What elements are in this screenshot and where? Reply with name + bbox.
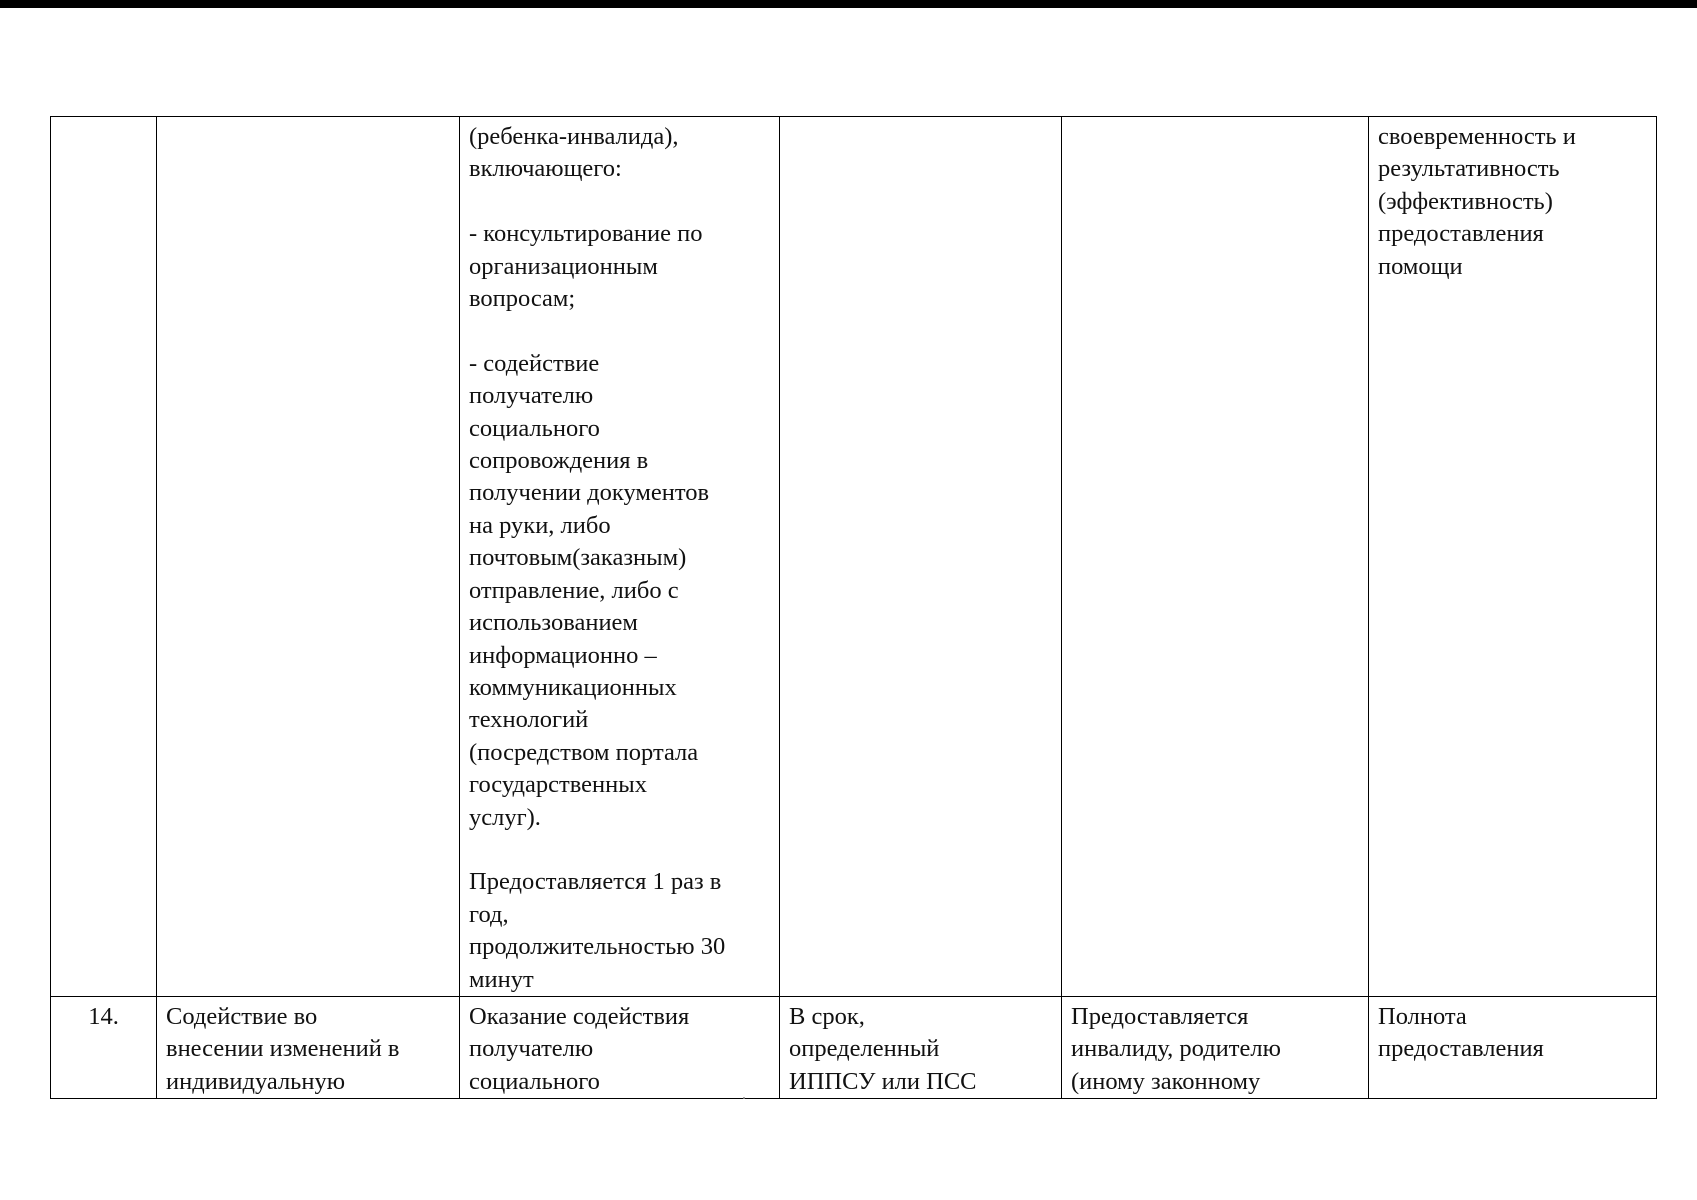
scan-speck: [743, 1097, 745, 1099]
cell-quality: Полнота предоставления: [1369, 996, 1657, 1098]
table-row: [51, 117, 1657, 997]
services-table: [50, 116, 1657, 1099]
cell-quality: своевременность и результативность (эффективность) предоставления помощи: [1369, 117, 1657, 997]
cell-term: В срок, определенный ИППСУ или ПСС: [780, 996, 1062, 1098]
cell-number: [51, 117, 157, 997]
cell-service-description: Оказание содействия получателю социального: [460, 996, 780, 1098]
cell-recipient: [1062, 117, 1369, 997]
page-top-edge: [0, 0, 1697, 8]
cell-service-name: [157, 117, 460, 997]
cell-number: 14.: [51, 996, 157, 1098]
cell-service-description: (ребенка-инвалида), включающего: - консультирование по организационным вопросам; - содействие получателю социального сопровождения в получении документов на руки, либо почтовым(заказным) отправление, либо с использованием информационно – коммуникационных технологий (посредством портала государственных услуг). Предоставляется 1 раз в год, продолжительностью 30 минут: [460, 117, 780, 997]
cell-service-name: Содействие во внесении изменений в индивидуальную: [157, 996, 460, 1098]
table-row: [51, 996, 1657, 1098]
cell-term: [780, 117, 1062, 997]
cell-recipient: Предоставляется инвалиду, родителю (иному законному: [1062, 996, 1369, 1098]
